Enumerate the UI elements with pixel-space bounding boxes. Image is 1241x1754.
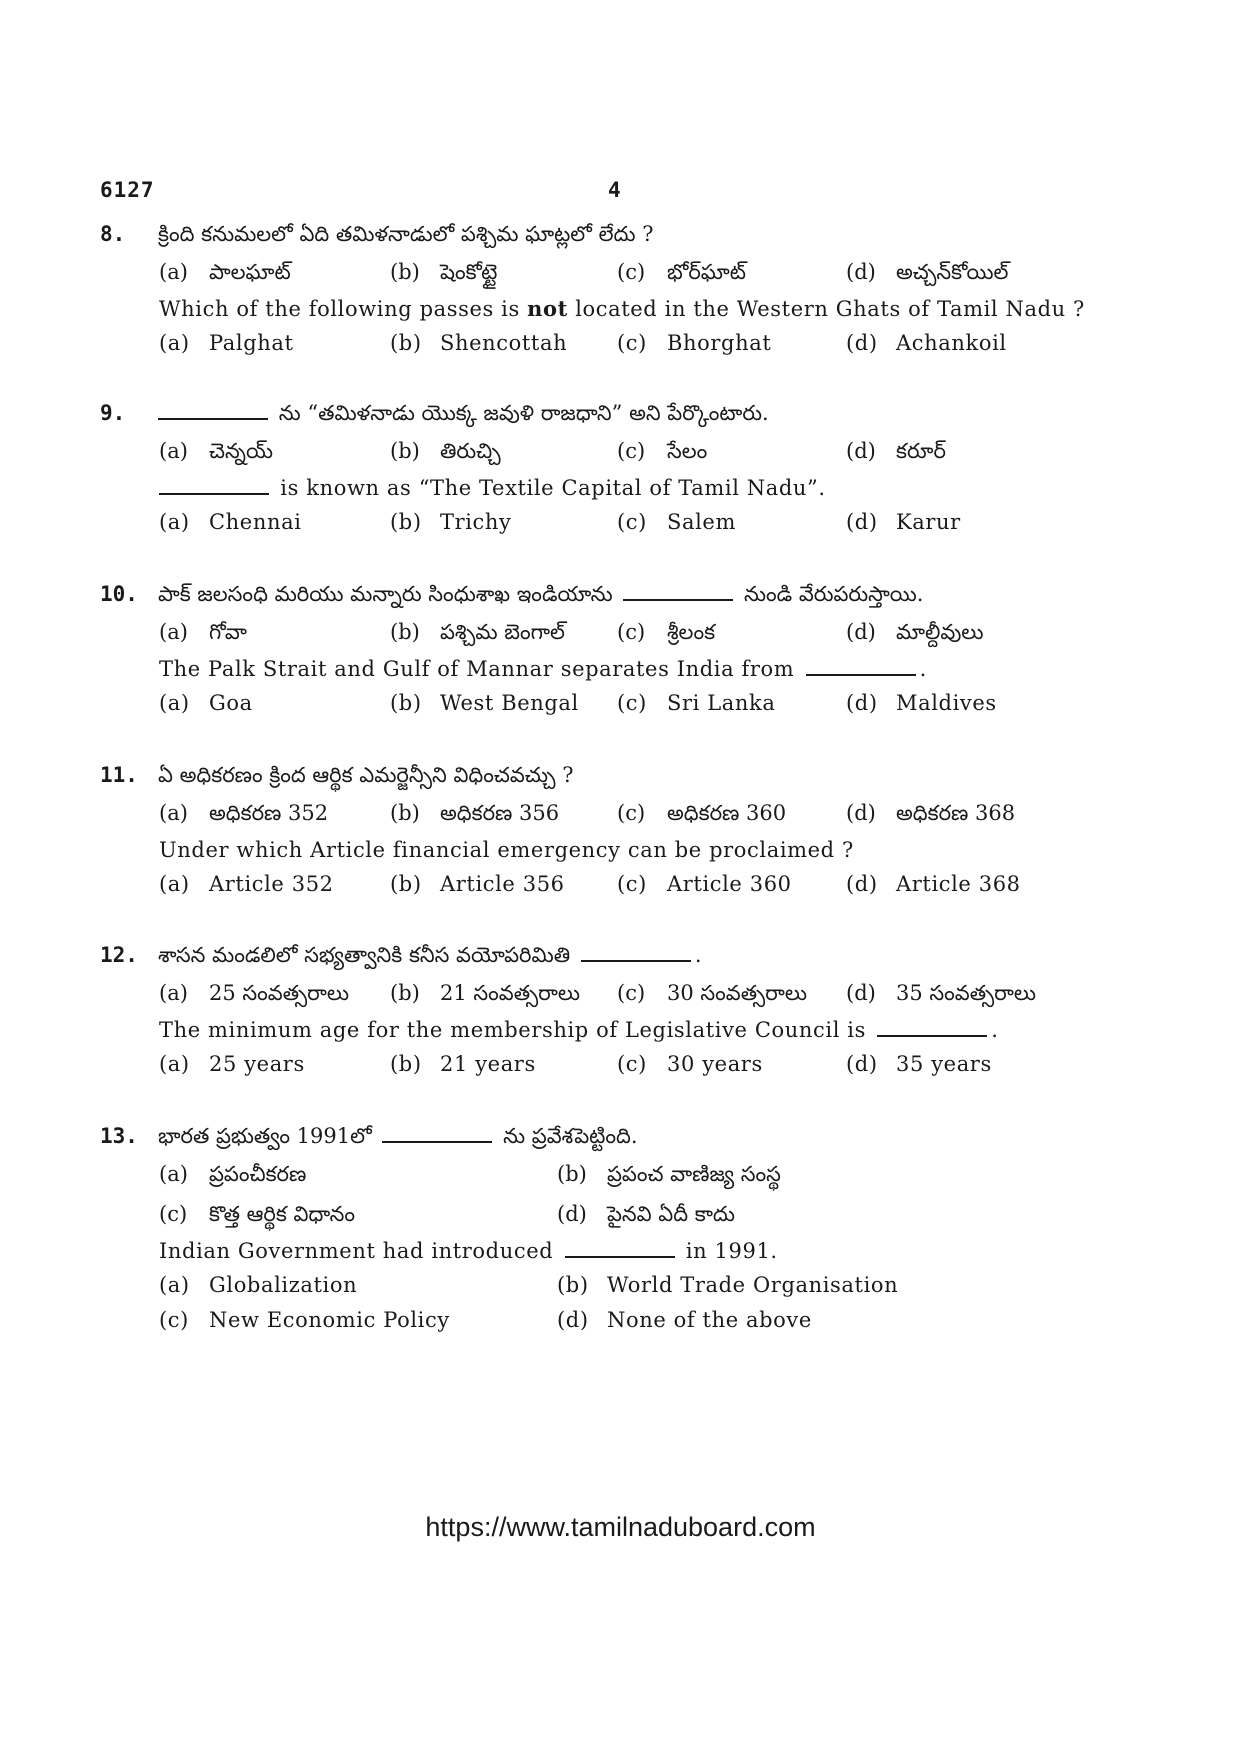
option-b-telugu: 21 సంవత్సరాలు [440,981,580,1005]
option-c-telugu: శ్రీలంక [667,620,716,644]
options-telugu: (a) అధికరణ 352 (b) అధికరణ 356 (c) అధికరణ 360 (d) అధికరణ 368 [159,801,1016,825]
footer-url[interactable]: https://www.tamilnaduboard.com [425,1512,816,1542]
options-english: (a) Goa (b) West Bengal (c) Sri Lanka (d) Maldives [159,691,997,715]
option-d: Karur [896,510,961,534]
question-number: 10. [100,582,138,606]
option-a-telugu: చెన్నయ్ [209,439,273,463]
question-text-telugu: ను “తమిళనాడు యొక్క జవుళి రాజధాని” అని పేర్కొంటారు. [278,401,769,425]
option-c-telugu: 30 సంవత్సరాలు [667,981,807,1005]
option-a: Chennai [209,510,302,534]
answer-blank [158,398,268,420]
question-text-english: The Palk Strait and Gulf of Mannar separates India from . [100,652,1140,686]
question-text-telugu: క్రింది కనుమలలో ఏది తమిళనాడులో పశ్చిమ ఘాట్లలో లేదు ? [158,222,654,246]
question-9 [100,395,1140,540]
option-a: Globalization [209,1273,358,1297]
question-text-telugu: ఏ అధికరణం క్రింద ఆర్థిక ఎమర్జెన్సీని విధించవచ్చు ? [158,763,574,787]
option-b-telugu: పశ్చిమ బెంగాల్ [440,620,565,644]
option-d: Article 368 [896,872,1021,896]
answer-blank [382,1121,492,1143]
option-c-telugu: భోర్‌ఘాట్ [667,260,746,284]
options-english: (a) Article 352 (b) Article 356 (c) Article 360 (d) Article 368 [159,872,1021,896]
question-text-telugu: పాక్ జలసంధి మరియు మన్నారు సింధుశాఖ ఇండియాను [158,582,613,606]
question-11 [100,757,1140,902]
question-text-english: is known as “The Textile Capital of Tamil Nadu”. [100,471,1140,505]
option-a-telugu: 25 సంవత్సరాలు [209,981,349,1005]
option-a-telugu: ప్రపంచీకరణ [209,1162,307,1186]
option-c: 30 years [667,1052,763,1076]
options-telugu: (a) పాలఘాట్ (b) షెంకోట్టై (c) భోర్‌ఘాట్ (d) అచ్చన్‌కోయిల్ [159,260,1009,284]
question-text-telugu: శాసన మండలిలో సభ్యత్వానికి కనీస వయోపరిమితి [158,943,571,967]
option-b-telugu: ప్రపంచ వాణిజ్య సంస్థ [607,1162,781,1186]
option-c-telugu: అధికరణ 360 [667,801,787,825]
option-c-telugu: కొత్త ఆర్థిక విధానం [209,1202,355,1226]
paper-code: 6127 [100,178,155,202]
option-b: Shencottah [440,331,568,355]
question-8 [100,216,1140,361]
option-c: Article 360 [667,872,792,896]
option-c: New Economic Policy [209,1308,450,1332]
option-a-telugu: అధికరణ 352 [209,801,329,825]
question-text-english: Under which Article financial emergency can be proclaimed ? [159,838,854,862]
question-text-english: Indian Government had introduced in 1991. [100,1234,1140,1268]
option-d: None of the above [607,1308,812,1332]
answer-blank [565,1236,675,1258]
option-a: Goa [209,691,253,715]
answer-blank [623,579,733,601]
page-header [100,178,1140,208]
option-b: Article 356 [440,872,565,896]
answer-blank [877,1015,987,1037]
option-b: West Bengal [440,691,579,715]
option-b: Trichy [440,510,512,534]
question-text-telugu: భారత ప్రభుత్వం 1991లో [158,1124,372,1148]
question-number: 13. [100,1124,138,1148]
option-d: Maldives [896,691,997,715]
question-12: 12. శాసన మండలిలో సభ్యత్వానికి కనీస వయోపరిమితి . (a) 25 సంవత్సరాలు (b) 21 సంవత్సరాలు (c) 30 సంవత్సరాలు (d) 35 సంవత్సరాలు The minimum age for the membership of Legislative Council is . (a) 25 years (b) 21 years (c) 30 years (d) 35 years [100,937,1140,1082]
option-b-telugu: అధికరణ 356 [440,801,560,825]
option-d-telugu: అధికరణ 368 [896,801,1016,825]
option-b: World Trade Organisation [607,1273,899,1297]
option-a: Article 352 [209,872,334,896]
options-english: (a) Palghat (b) Shencottah (c) Bhorghat (d) Achankoil [159,331,1007,355]
question-number: 9. [100,401,126,425]
answer-blank [581,940,691,962]
options-telugu-row-1: (a) ప్రపంచీకరణ (b) ప్రపంచ వాణిజ్య సంస్థ [159,1162,781,1186]
option-a: Palghat [209,331,294,355]
options-english-row-1: (a) Globalization (b) World Trade Organisation [159,1273,899,1297]
option-a-telugu: గోవా [209,620,247,644]
option-d-telugu: మాల్దీవులు [896,620,984,644]
options-telugu: (a) గోవా (b) పశ్చిమ బెంగాల్ (c) శ్రీలంక (d) మాల్దీవులు [159,620,984,644]
options-english-row-2: (c) New Economic Policy (d) None of the above [159,1308,812,1332]
options-telugu: (a) చెన్నయ్ (b) తిరుచ్చి (c) సేలం (d) కరూర్ [159,439,946,463]
option-a: 25 years [209,1052,305,1076]
option-c: Sri Lanka [667,691,776,715]
question-number: 8. [100,222,126,246]
options-telugu: (a) 25 సంవత్సరాలు (b) 21 సంవత్సరాలు (c) 30 సంవత్సరాలు (d) 35 సంవత్సరాలు [159,981,1036,1005]
option-a-telugu: పాలఘాట్ [209,260,291,284]
option-b-telugu: తిరుచ్చి [440,439,501,463]
answer-blank [159,473,269,495]
options-english: (a) 25 years (b) 21 years (c) 30 years (d) 35 years [159,1052,992,1076]
option-d-telugu: అచ్చన్‌కోయిల్ [896,260,1009,284]
option-c: Salem [667,510,736,534]
question-text-english: Which of the following passes is not located in the Western Ghats of Tamil Nadu ? [159,296,1085,321]
answer-blank [806,654,916,676]
option-c-telugu: సేలం [667,439,708,463]
option-d-telugu: కరూర్ [896,439,946,463]
option-b: 21 years [440,1052,536,1076]
options-english: (a) Chennai (b) Trichy (c) Salem (d) Karur [159,510,961,534]
option-c: Bhorghat [667,331,772,355]
option-d: Achankoil [896,331,1007,355]
question-10: 10. పాక్ జలసంధి మరియు మన్నారు సింధుశాఖ ఇండియాను నుండి వేరుపరుస్తాయి. (a) గోవా (b) పశ్చిమ బెంగాల్ (c) శ్రీలంక (d) మాల్దీవులు The Palk Strait and Gulf of Mannar separates India from . (a) Goa (b) West Bengal (c) Sri Lanka (d) Maldives [100,576,1140,721]
option-d: 35 years [896,1052,992,1076]
options-telugu-row-2: (c) కొత్త ఆర్థిక విధానం (d) పైనవి ఏదీ కాదు [159,1202,736,1226]
option-d-telugu: 35 సంవత్సరాలు [896,981,1036,1005]
question-number: 11. [100,763,138,787]
question-13: 13. భారత ప్రభుత్వం 1991లో ను ప్రవేశపెట్టింది. (a) ప్రపంచీకరణ (b) ప్రపంచ వాణిజ్య సంస్థ (c) కొత్త ఆర్థిక విధానం (d) పైనవి ఏదీ కాదు Indian Government had introduced in 1991. (a) Globalization (b) World Trade Organisation (c) New Economic Policy (d) None of the above [100,1118,1140,1338]
option-b-telugu: షెంకోట్టై [440,260,498,284]
question-text-english: The minimum age for the membership of Legislative Council is . [100,1013,1140,1047]
page-number: 4 [608,178,621,202]
question-number: 12. [100,943,138,967]
option-d-telugu: పైనవి ఏదీ కాదు [607,1202,736,1226]
